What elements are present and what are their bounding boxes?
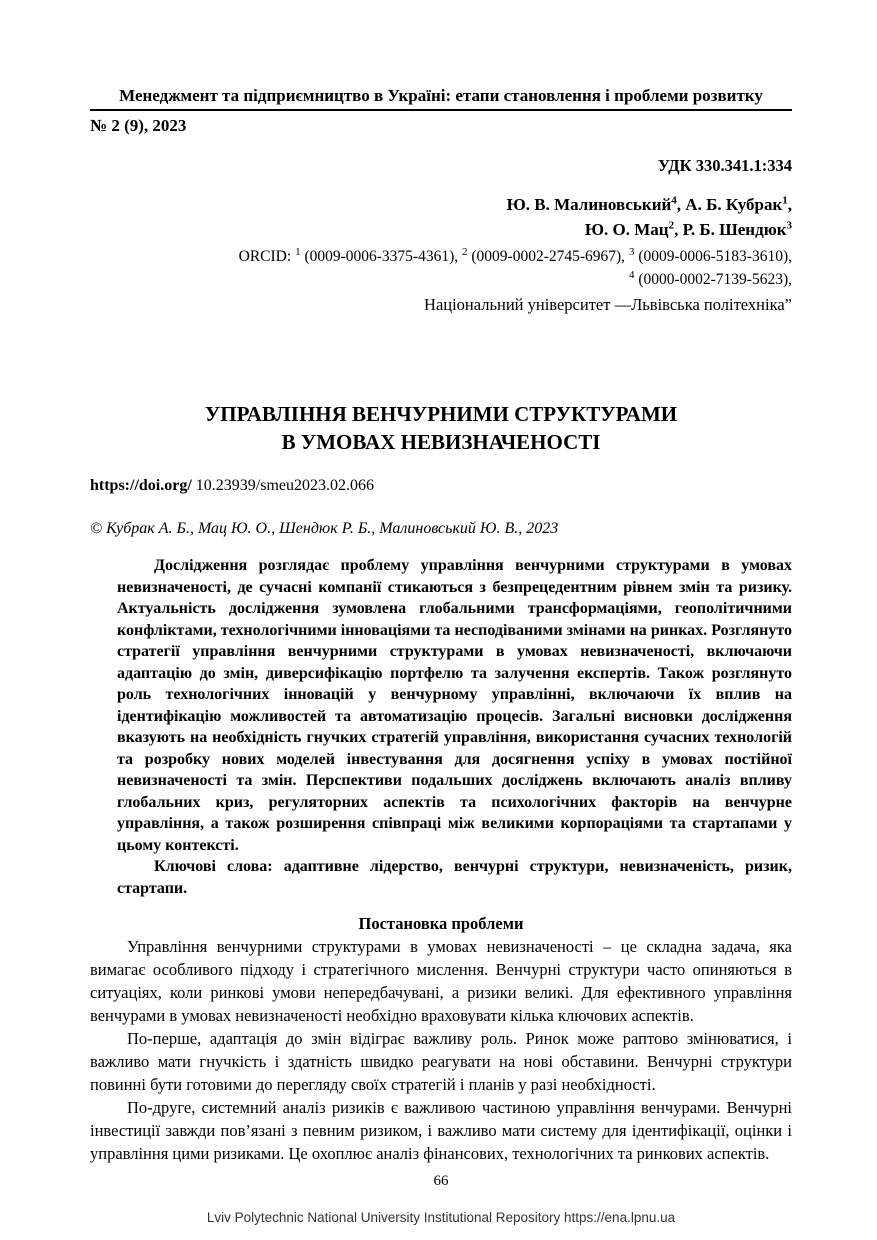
article-title-line-2: В УМОВАХ НЕВИЗНАЧЕНОСТІ bbox=[281, 430, 601, 454]
copyright-line: © Кубрак А. Б., Мац Ю. О., Шендюк Р. Б., Малиновський Ю. В., 2023 bbox=[90, 520, 559, 537]
orcid-ref: 4 bbox=[628, 268, 635, 281]
author-name: , А. Б. Кубрак bbox=[676, 195, 783, 214]
author-ref: 3 bbox=[786, 219, 792, 232]
journal-issue: № 2 (9), 2023 bbox=[90, 116, 187, 135]
journal-header bbox=[90, 86, 792, 136]
authors-block bbox=[90, 192, 792, 242]
journal-title: Менеджмент та підприємництво в Україні: етапи становлення і проблеми розвитку bbox=[90, 86, 792, 111]
affiliation: Національний університет —Львівська політехніка” bbox=[424, 295, 792, 314]
orcid-ref: 1 bbox=[295, 245, 301, 258]
orcid-ref: 2 bbox=[462, 245, 468, 258]
author-ref: 4 bbox=[671, 194, 677, 207]
orcid-label: ORCID: bbox=[238, 248, 296, 265]
author-ref: 1 bbox=[782, 194, 788, 207]
orcid-id: (0009-0006-3375-4361), bbox=[300, 248, 462, 265]
orcid-block bbox=[90, 245, 792, 291]
authors-line-1 bbox=[90, 192, 792, 217]
body-paragraph: По-друге, системний аналіз ризиків є важливою частиною управління венчурами. Венчурні інвестиції завжди пов’язані з певним ризиком, і важливо мати систему для ідентифікації, оцінки і управління цими ризиками. Це охоплює аналіз фінансових, технологічних та ринкових аспектів. bbox=[90, 1098, 792, 1163]
keywords-text: Ключові слова: адаптивне лідерство, венчурні структури, невизначеність, ризик, стартапи. bbox=[117, 858, 792, 897]
abstract-text: Дослідження розглядає проблему управління венчурними структурами в умовах невизначеності, де сучасні компанії стикаються з безпрецедентним рівнем змін та ризику. Актуальність дослідження зумовлена глобальними трансформаціями, геополітичними конфліктами, технологічними інноваціями та несподіваними змінами на ринках. Розглянуто стратегії управління венчурними структурами в умовах невизначеності, включаючи адаптацію до змін, диверсифікацію портфелю та залучення експертів. Також розглянуто роль технологічних інновацій у венчурному управлінні, включаючи їх вплив на ідентифікацію можливостей та автоматизацію процесів. Загальні висновки дослідження вказують на необхідність гнучких стратегій управління, використання сучасних технологій та розробку нових моделей інвестування для досягнення успіху в умовах постійної невизначеності та змін. Перспективи подальших досліджень включають аналіз впливу глобальних криз, регуляторних аспектів та психологічних факторів на венчурне управління, а також розширення співпраці між великими корпораціями та стартапами у цьому контексті. bbox=[117, 557, 792, 854]
doi-line bbox=[90, 477, 792, 495]
author-name: , Р. Б. Шендюк bbox=[674, 220, 787, 239]
abstract-block bbox=[117, 555, 792, 899]
orcid-line-2 bbox=[90, 268, 792, 291]
author-ref: 2 bbox=[668, 219, 675, 232]
orcid-id: (0000-0002-7139-5623), bbox=[634, 271, 792, 288]
body-paragraph: Управління венчурними структурами в умовах невизначеності – це складна задача, яка вимагає особливого підходу і стратегічного мислення. Венчурні структури часто опиняються в ситуаціях, коли ринкові умови непередбачувані, а ризики великі. Для ефективного управління венчурами в умовах невизначеності необхідно враховувати кілька ключових аспектів. bbox=[90, 937, 792, 1025]
page-number: 66 bbox=[433, 1173, 449, 1189]
author-name: Ю. О. Мац bbox=[584, 220, 669, 239]
section-heading: Постановка проблеми bbox=[358, 914, 524, 933]
authors-separator: , bbox=[787, 195, 792, 214]
author-name: Ю. В. Малиновський bbox=[506, 195, 672, 214]
orcid-line-1 bbox=[90, 245, 792, 268]
body-paragraph: По-перше, адаптація до змін відіграє важливу роль. Ринок може раптово змінюватися, і важливо мати гнучкість і здатність швидко реагувати на нові обставини. Венчурні структури повинні бути готовими до перегляду своїх стратегій і планів у разі необхідності. bbox=[90, 1029, 792, 1094]
orcid-id: (0009-0006-5183-3610), bbox=[634, 248, 792, 265]
doi-label[interactable]: https://doi.org/ bbox=[90, 477, 192, 494]
article-body bbox=[90, 935, 792, 1165]
orcid-ref: 3 bbox=[628, 245, 635, 258]
article-title bbox=[90, 400, 792, 456]
authors-line-2 bbox=[90, 217, 792, 242]
orcid-id: (0009-0002-2745-6967), bbox=[467, 248, 629, 265]
udc-code: УДК 330.341.1:334 bbox=[657, 156, 792, 175]
repository-footer: Lviv Polytechnic National University Institutional Repository https://ena.lpnu.ua bbox=[206, 1210, 676, 1225]
doi-value[interactable]: 10.23939/smeu2023.02.066 bbox=[191, 477, 375, 494]
article-title-line-1: УПРАВЛІННЯ ВЕНЧУРНИМИ СТРУКТУРАМИ bbox=[204, 402, 678, 426]
